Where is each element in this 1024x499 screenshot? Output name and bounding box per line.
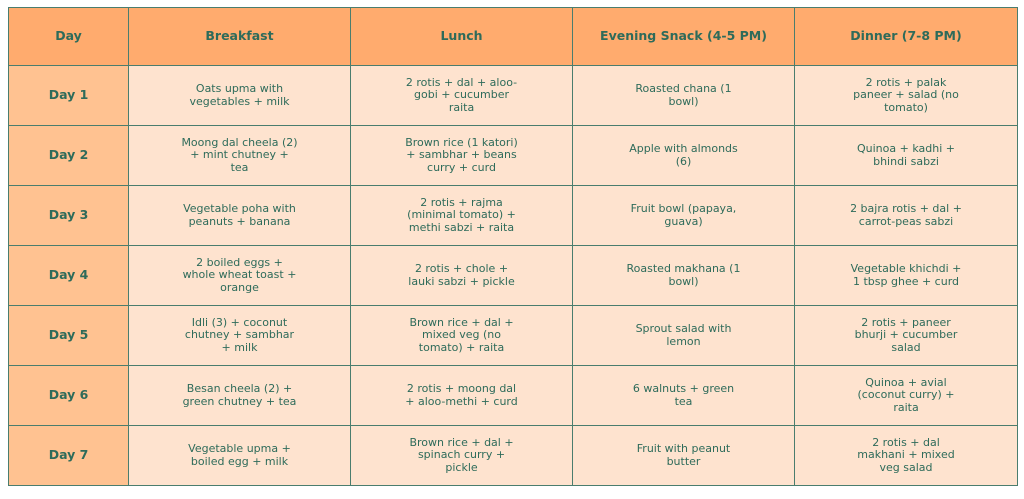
table-row [9, 186, 1018, 246]
lunch-cell [351, 426, 573, 486]
snack-cell [573, 126, 795, 186]
lunch-text: Brown rice + dal + spinach curry + pickle [409, 435, 514, 474]
table-row [9, 306, 1018, 366]
day-cell: Day 3 [9, 186, 129, 246]
lunch-text: 2 rotis + moong dal + aloo-methi + curd [405, 382, 518, 408]
dinner-cell [795, 306, 1018, 366]
breakfast-text: Vegetable poha with peanuts + banana [183, 202, 296, 228]
lunch-cell [351, 246, 573, 306]
header-evening-snack: Evening Snack (4-5 PM) [573, 8, 795, 66]
lunch-text: Brown rice + dal + mixed veg (no tomato) + raita [409, 315, 514, 354]
dinner-cell [795, 186, 1018, 246]
lunch-cell [351, 126, 573, 186]
day-cell: Day 1 [9, 66, 129, 126]
dinner-text: Quinoa + avial (coconut curry) + raita [857, 375, 955, 414]
dinner-text: 2 bajra rotis + dal + carrot-peas sabzi [850, 202, 962, 228]
table-row [9, 246, 1018, 306]
header-lunch: Lunch [351, 8, 573, 66]
table-row [9, 426, 1018, 486]
header-row [9, 8, 1018, 66]
lunch-text: 2 rotis + chole + lauki sabzi + pickle [408, 262, 515, 288]
lunch-cell [351, 366, 573, 426]
breakfast-cell [129, 366, 351, 426]
dinner-text: 2 rotis + dal makhani + mixed veg salad [857, 435, 955, 474]
breakfast-text: Oats upma with vegetables + milk [189, 82, 290, 108]
table-row [9, 66, 1018, 126]
breakfast-text: Besan cheela (2) + green chutney + tea [182, 382, 297, 408]
dinner-cell [795, 66, 1018, 126]
snack-cell [573, 186, 795, 246]
breakfast-text: Vegetable upma + boiled egg + milk [188, 442, 291, 468]
header-dinner: Dinner (7-8 PM) [795, 8, 1018, 66]
snack-text: Roasted makhana (1 bowl) [626, 262, 741, 288]
day-cell: Day 4 [9, 246, 129, 306]
lunch-cell [351, 186, 573, 246]
breakfast-text: 2 boiled eggs + whole wheat toast + orange [182, 255, 297, 294]
snack-text: Sprout salad with lemon [635, 322, 732, 348]
breakfast-text: Moong dal cheela (2) + mint chutney + tea [181, 135, 298, 174]
snack-cell [573, 66, 795, 126]
lunch-text: Brown rice (1 katori) + sambhar + beans curry + curd [405, 135, 518, 174]
breakfast-cell [129, 186, 351, 246]
snack-text: 6 walnuts + green tea [632, 382, 735, 408]
lunch-text: 2 rotis + rajma (minimal tomato) + methi sabzi + raita [407, 195, 516, 234]
dinner-text: Quinoa + kadhi + bhindi sabzi [857, 142, 955, 168]
snack-text: Fruit bowl (papaya, guava) [630, 202, 737, 228]
dinner-cell [795, 246, 1018, 306]
snack-cell [573, 246, 795, 306]
day-cell: Day 7 [9, 426, 129, 486]
snack-text: Apple with almonds (6) [629, 142, 738, 168]
breakfast-cell [129, 126, 351, 186]
dinner-cell [795, 126, 1018, 186]
meal-plan-table [8, 7, 1018, 486]
dinner-cell [795, 366, 1018, 426]
dinner-text: 2 rotis + palak paneer + salad (no tomato) [853, 75, 959, 114]
lunch-cell [351, 306, 573, 366]
dinner-text: Vegetable khichdi + 1 tbsp ghee + curd [850, 262, 962, 288]
snack-cell [573, 366, 795, 426]
dinner-cell [795, 426, 1018, 486]
snack-text: Roasted chana (1 bowl) [635, 82, 732, 108]
breakfast-cell [129, 66, 351, 126]
table-row [9, 126, 1018, 186]
lunch-text: 2 rotis + dal + aloo-gobi + cucumber raita [405, 75, 518, 114]
snack-cell [573, 426, 795, 486]
breakfast-cell [129, 246, 351, 306]
breakfast-cell [129, 426, 351, 486]
day-cell: Day 5 [9, 306, 129, 366]
header-breakfast: Breakfast [129, 8, 351, 66]
header-day: Day [9, 8, 129, 66]
snack-text: Fruit with peanut butter [636, 442, 731, 468]
day-cell: Day 2 [9, 126, 129, 186]
day-cell: Day 6 [9, 366, 129, 426]
dinner-text: 2 rotis + paneer bhurji + cucumber salad [854, 315, 958, 354]
breakfast-text: Idli (3) + coconut chutney + sambhar + milk [184, 315, 295, 354]
breakfast-cell [129, 306, 351, 366]
lunch-cell [351, 66, 573, 126]
snack-cell [573, 306, 795, 366]
table-row [9, 366, 1018, 426]
